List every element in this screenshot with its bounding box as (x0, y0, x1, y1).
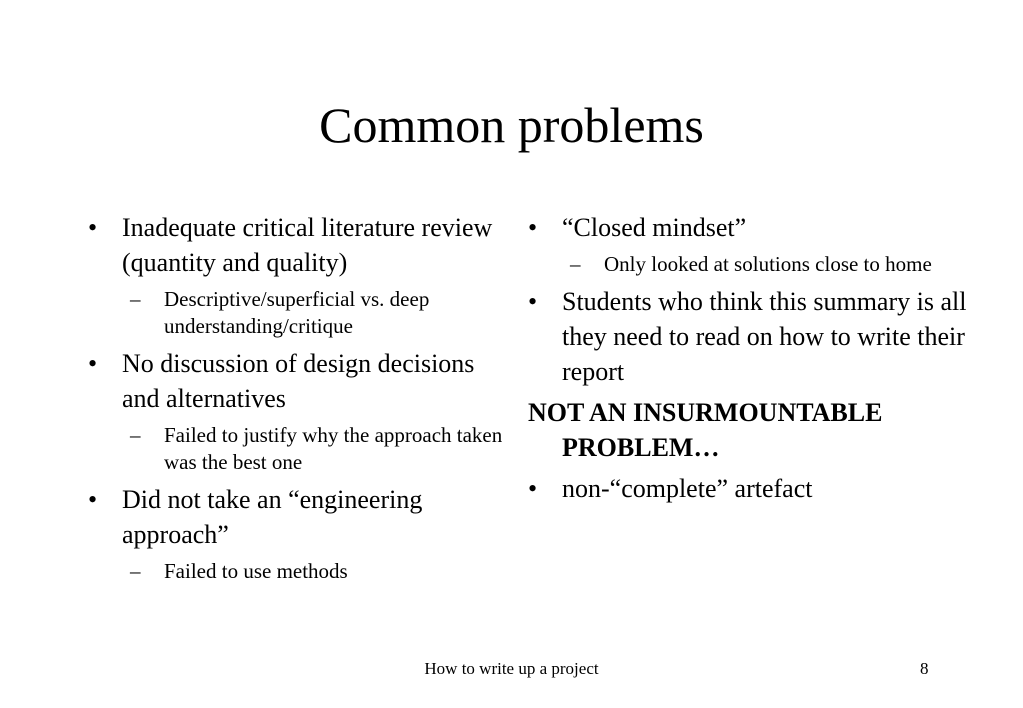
bullet-item (528, 284, 978, 389)
sub-bullet-item (88, 422, 508, 476)
bullet-item (528, 210, 978, 245)
bullet-text: “Closed mindset” (562, 213, 747, 242)
bullet-item (88, 482, 508, 552)
bullet-icon: • (528, 287, 538, 316)
bullet-item (88, 346, 508, 416)
sub-bullet-text: Only looked at solutions close to home (604, 252, 932, 276)
bullet-text: non-“complete” artefact (562, 474, 813, 503)
dash-icon: – (130, 559, 141, 583)
sub-bullet-item (88, 286, 508, 340)
sub-bullet-text: Failed to use methods (164, 559, 348, 583)
bullet-text: Inadequate critical literature review (quantity and quality) (122, 213, 493, 277)
bullet-text: No discussion of design decisions and alternatives (122, 349, 475, 413)
bullet-icon: • (88, 213, 98, 242)
bullet-item (528, 471, 978, 506)
sub-bullet-text: Failed to justify why the approach taken was the best one (164, 423, 503, 474)
bullet-icon: • (88, 485, 98, 514)
sub-bullet-item (88, 558, 508, 585)
bullet-item (88, 210, 508, 280)
bullet-icon: • (528, 213, 538, 242)
bullet-icon: • (528, 474, 538, 503)
dash-icon: – (130, 287, 141, 311)
dash-icon: – (570, 252, 581, 276)
bullet-icon: • (88, 349, 98, 378)
footer-text: How to write up a project (424, 659, 599, 678)
sub-bullet-item (528, 251, 978, 278)
bullet-text: Did not take an “engineering approach” (122, 485, 423, 549)
page-number: 8 (920, 659, 929, 678)
bullet-text: Students who think this summary is all they need to read on how to write their report (562, 287, 967, 386)
slide-title: Common problems (319, 97, 704, 153)
left-column (88, 210, 508, 591)
bold-heading: NOT AN INSURMOUNTABLE PROBLEM… (528, 398, 883, 462)
dash-icon: – (130, 423, 141, 447)
right-column (528, 210, 978, 512)
sub-bullet-text: Descriptive/superficial vs. deep understanding/critique (164, 287, 430, 338)
